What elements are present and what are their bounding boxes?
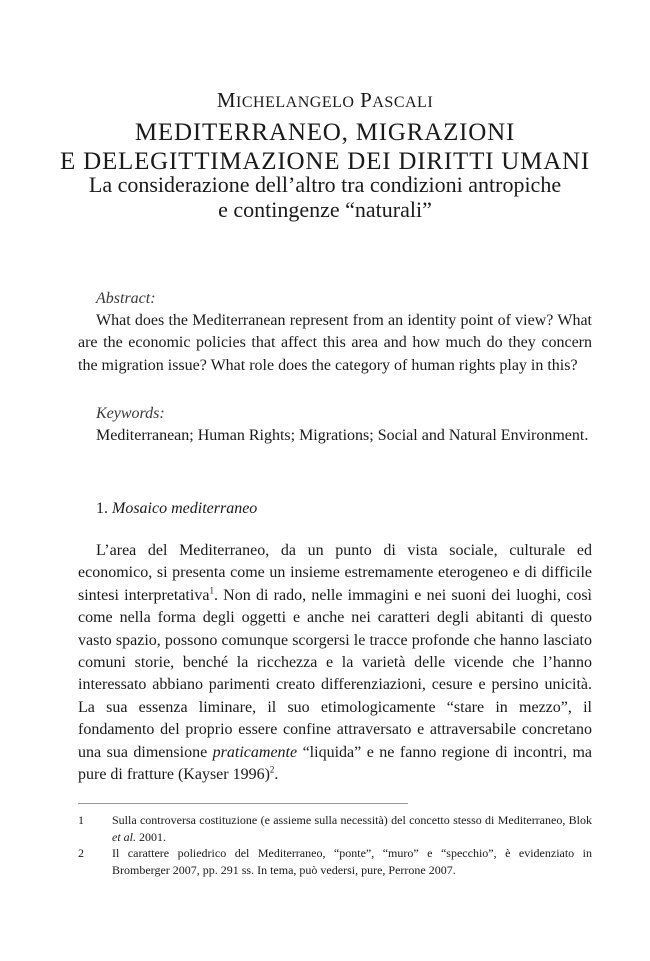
section-number: 1. — [96, 500, 108, 517]
chapter-subtitle-line-1: La considerazione dell’altro tra condizioni antropiche — [88, 172, 562, 197]
body-paragraph — [78, 540, 592, 786]
footnote-number: 1 — [78, 813, 84, 827]
footnote-1 — [78, 812, 592, 845]
author-first-rest: ICHELANGELO — [236, 94, 355, 111]
chapter-subtitle-line-2: e contingenze “naturali” — [218, 197, 432, 222]
chapter-title-line-2: E DELEGITTIMAZIONE DEI DIRITTI UMANI — [59, 148, 591, 175]
footnote-ref-1[interactable]: 1 — [209, 585, 214, 596]
body-text-part-4: . — [274, 766, 279, 784]
author-last-rest: ASCALI — [372, 94, 434, 111]
keywords-label: Keywords: — [96, 405, 165, 422]
abstract-text: What does the Mediterranean represent from an identity point of view? What are the economic policies that affect this area and how much do they concern the migration issue? What role does the category of human rights play in this? — [78, 312, 592, 374]
chapter-subtitle — [0, 172, 650, 222]
footnotes — [78, 812, 592, 878]
author-last-initial: P — [360, 88, 373, 112]
author-name — [0, 88, 650, 113]
chapter-title — [0, 118, 650, 176]
footnote-ref-2[interactable]: 2 — [269, 764, 275, 775]
chapter-title-line-1: MEDITERRANEO, MIGRAZIONI — [134, 119, 516, 146]
footnote-separator — [78, 803, 408, 804]
footnote-emphasis: et al. — [112, 829, 136, 844]
section-title: Mosaico mediterraneo — [112, 500, 258, 517]
footnote-text-end: 2001. — [136, 829, 166, 844]
footnote-text: Il carattere poliedrico del Mediterraneo, “ponte”, “muro” e “specchio”, è evidenziato in Bromberger 2007, pp. 291 ss. In tema, può vedersi, pure, Perrone 2007. — [112, 846, 592, 877]
body-text-part-1: L’area del Mediterraneo, da un punto di vista sociale, culturale ed economico, si presenta come un insieme estremamente eterogeneo e di difficile sintesi interpretativa — [78, 542, 592, 604]
body-text-part-3: “liquida” e ne fanno regione di incontri, ma pure di fratture (Kayser 1996) — [78, 743, 592, 784]
footnote-number: 2 — [78, 846, 84, 861]
body-text-part-2: . Non di rado, nelle immagini e nei suoni dei luoghi, così come nella forma degli oggetti e anche nei caratteri degli abitanti di questo vasto spazio, possono comunque scorgersi le tracce profonde che hanno lasciato comuni storie, benché la ricchezza e la varietà delle vicende che l’hanno interessato abbiano parimenti creato differenziazioni, cesure e persino unicità. La sua essenza liminare, il suo etimologicamente “stare in mezzo”, il fondamento del proprio essere confine attraversato e attraversabile concretano una sua dimensione — [78, 586, 592, 761]
footnote-text: Sulla controversa costituzione (e assieme sulla necessità) del concetto stesso di Mediterraneo, Blok — [112, 813, 592, 827]
author-first-initial: M — [216, 88, 237, 112]
section-heading — [78, 498, 592, 520]
keywords-text: Mediterranean; Human Rights; Migrations; Social and Natural Environment. — [96, 427, 589, 444]
body-emphasis: praticamente — [212, 743, 298, 761]
abstract-label: Abstract: — [96, 290, 156, 307]
footnote-2 — [78, 845, 592, 878]
